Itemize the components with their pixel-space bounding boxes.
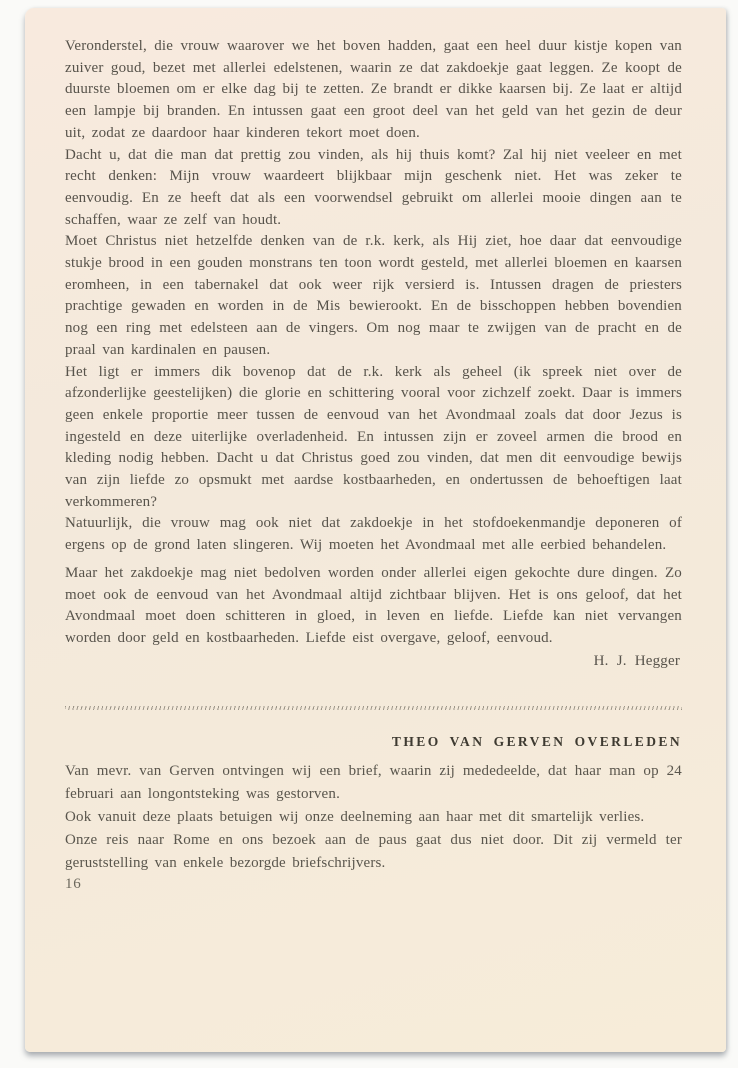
page-number: 16 — [65, 876, 82, 893]
article-paragraph: Dacht u, dat die man dat prettig zou vinden, als hij thuis komt? Zal hij niet veeleer en met recht denken: Mijn vrouw waardeert blijkbaar mijn geschenk niet. Het was zeker te eenvoudig. En ze heeft dat als een voorwendsel gebruikt om allerlei mooie dingen aan te schaffen, waar ze zelf van houdt. — [65, 146, 682, 228]
article-paragraph: Natuurlijk, die vrouw mag ook niet dat zakdoekje in het stofdoekenmandje deponeren of ergens op de grond laten slingeren. Wij moeten het Avondmaal met alle eerbied behandelen. — [65, 515, 682, 554]
obituary-notice — [65, 734, 682, 875]
notice-paragraph: Van mevr. van Gerven ontvingen wij een brief, waarin zij mededeelde, dat haar man op 24 februari aan longontsteking was gestorven. — [65, 763, 682, 803]
article-paragraph: Moet Christus niet hetzelfde denken van de r.k. kerk, als Hij ziet, hoe daar dat eenvoudige stukje brood in een gouden monstrans ten toon wordt gesteld, met allerlei bloemen en kaarsen eromheen, in een tabernakel dat ook weer rijk versierd is. Intussen dragen de priesters prachtige gewaden en worden in de Mis bewierookt. En de bisschoppen hebben bovendien nog een ring met edelsteen aan de vingers. Om nog maar te zwijgen van de pracht en de praal van kardinalen en pausen. — [65, 233, 682, 358]
article-paragraph: Maar het zakdoekje mag niet bedolven worden onder allerlei eigen gekochte dure dingen. Zo moet ook de eenvoud van het Avondmaal altijd zichtbaar blijven. Het is ons geloof, dat het Avondmaal moet doen schitteren in gloed, in leven en liefde. Liefde kan niet vervangen worden door geld en kostbaarheden. Liefde eist overgave, geloof, eenvoud. — [65, 564, 682, 646]
notice-paragraph: Onze reis naar Rome en ons bezoek aan de paus gaat dus niet door. Dit zij vermeld ter geruststelling van enkele bezorgde briefschrijvers. — [65, 832, 682, 872]
notice-title: THEO VAN GERVEN OVERLEDEN — [391, 734, 682, 750]
paper-page — [25, 8, 726, 1052]
article-paragraph: Het ligt er immers dik bovenop dat de r.k. kerk als geheel (ik spreek niet over de afzonderlijke geestelijken) die glorie en schittering vooral voor zichzelf zoekt. Daar is immers geen enkele proportie meer tussen de eenvoud van het Avondmaal zoals dat door Jezus is ingesteld en deze uiterlijke overladenheid. En intussen zijn er zoveel armen die brood en kleding nodig hebben. Dacht u dat Christus goed zou vinden, dat men dit eenvoudige bewijs van zijn liefde zo opsmukt met aardse kostbaarheden, en ondertussen de behoeftigen laat verkommeren? — [65, 363, 682, 510]
article-signature: H. J. Hegger — [593, 652, 680, 669]
section-divider — [65, 706, 682, 710]
article-body — [65, 36, 682, 672]
notice-paragraph: Ook vanuit deze plaats betuigen wij onze deelneming aan haar met dit smartelijk verlies. — [65, 809, 645, 826]
article-paragraph: Veronderstel, die vrouw waarover we het boven hadden, gaat een heel duur kistje kopen van zuiver goud, bezet met allerlei edelstenen, waarin ze dat zakdoekje gaat leggen. Ze koopt de duurste bloemen om er elke dag bij te zetten. Ze brandt er dikke kaarsen bij. Ze laat er altijd een lampje bij branden. En intussen gaat een groot deel van het geld van het gezin de deur uit, zodat ze daardoor haar kinderen tekort moet doen. — [65, 38, 682, 141]
